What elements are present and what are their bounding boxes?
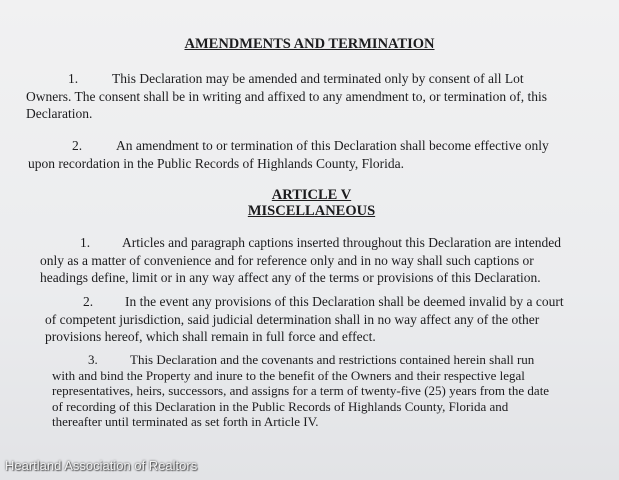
paragraph-line: with and bind the Property and inure to the benefit of the Owners and their respective legal: [52, 367, 525, 383]
paragraph-line: thereafter until terminated as set forth in Article IV.: [52, 414, 319, 429]
paragraph-line: This Declaration and the covenants and restrictions contained herein shall run: [130, 352, 535, 367]
paragraph-line: Articles and paragraph captions inserted throughout this Declaration are intended: [122, 235, 561, 250]
paragraph-number: 3.: [88, 352, 98, 367]
paragraph-number: 2.: [72, 138, 83, 153]
paragraph-line: This Declaration may be amended and terminated only by consent of all Lot: [112, 71, 524, 86]
miscellaneous-paragraph-1: [40, 234, 595, 287]
section-title: AMENDMENTS AND TERMINATION: [184, 36, 435, 52]
amendment-paragraph-1: [26, 70, 596, 123]
paragraph-number: 1.: [80, 235, 91, 250]
paragraph-line: An amendment to or termination of this Declaration shall become effective only: [116, 138, 549, 153]
paragraph-line: of competent jurisdiction, said judicial determination shall in no way affect any of the other: [45, 311, 540, 327]
paragraph-line: headings define, limit or in any way affect any of the terms or provisions of this Declaration.: [40, 270, 541, 285]
paragraph-line: Declaration.: [26, 106, 93, 121]
miscellaneous-paragraph-2: [45, 293, 593, 346]
paragraph-number: 2.: [83, 294, 94, 309]
paragraph-line: upon recordation in the Public Records of Highlands County, Florida.: [28, 155, 404, 171]
paragraph-line: Owners. The consent shall be in writing and affixed to any amendment to, or termination of, this: [26, 88, 548, 104]
paragraph-line: representatives, heirs, successors, and assigns for a term of twenty-five (25) years from the date: [52, 383, 550, 398]
article-subheading: MISCELLANEOUS: [247, 203, 376, 219]
paragraph-line: In the event any provisions of this Declaration shall be deemed invalid by a court: [125, 294, 564, 309]
amendment-paragraph-2: [28, 137, 598, 172]
watermark: Heartland Association of Realtors: [5, 458, 198, 473]
article-heading: ARTICLE V: [271, 187, 352, 203]
paragraph-number: 1.: [68, 71, 79, 86]
paragraph-line: of recording of this Declaration in the Public Records of Highlands County, Florida and: [52, 398, 509, 414]
paragraph-line: provisions hereof, which shall remain in full force and effect.: [45, 329, 376, 344]
paragraph-line: only as a matter of convenience and for reference only and in no way shall such captions or: [40, 252, 534, 268]
miscellaneous-paragraph-3: [52, 352, 592, 430]
